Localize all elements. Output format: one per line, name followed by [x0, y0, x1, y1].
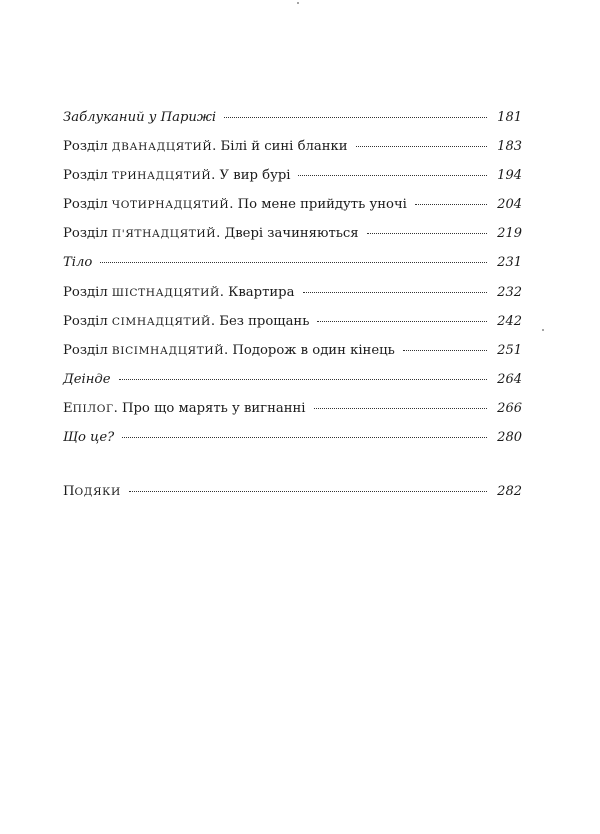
entry-title: Що це?: [63, 430, 115, 446]
entry-title: Заблуканий у Парижі: [63, 110, 217, 125]
toc-entry: [63, 161, 522, 190]
page-number: 219: [497, 226, 522, 242]
entry-title: Розділ П'ЯТНАДЦЯТИЙ. Двері зачиняються: [63, 226, 359, 242]
page-number: 280: [497, 430, 522, 446]
toc-entry: [63, 423, 522, 452]
entry-title: Тіло: [63, 255, 93, 271]
dot-leader: [100, 262, 487, 263]
page-number: 282: [497, 484, 522, 500]
entry-title: Розділ ТРИНАДЦЯТИЙ. У вир бурі: [63, 168, 291, 184]
entry-title: Деінде: [63, 371, 111, 387]
page-number: 181: [497, 110, 522, 125]
entry-title: Розділ ВІСІМНАДЦЯТИЙ. Подорож в один кінець: [63, 342, 395, 358]
toc-entry-acknowledgements: [63, 477, 522, 506]
entry-title: Розділ ДВАНАДЦЯТИЙ. Білі й сині бланки: [63, 139, 348, 155]
page-number: 183: [497, 139, 522, 155]
entry-title: ПОДЯКИ: [63, 484, 121, 500]
entry-title: Розділ ЧОТИРНАДЦЯТИЙ. По мене прийдуть уночі: [63, 197, 407, 213]
scan-mark: [297, 2, 299, 4]
toc-entry: [63, 248, 522, 277]
table-of-contents: [63, 103, 522, 506]
dot-leader: [317, 321, 487, 322]
page-number: 231: [497, 255, 522, 271]
page-number: 266: [497, 400, 522, 416]
dot-leader: [303, 292, 488, 293]
page-number: 264: [497, 371, 522, 387]
dot-leader: [119, 379, 488, 380]
entry-title: Розділ СІМНАДЦЯТИЙ. Без прощань: [63, 313, 310, 329]
dot-leader: [415, 204, 487, 205]
entry-title: Розділ ШІСТНАДЦЯТИЙ. Квартира: [63, 284, 295, 300]
toc-entry: [63, 365, 522, 394]
page-number: 242: [497, 313, 522, 329]
toc-entry: [63, 190, 522, 219]
entry-title: ЕПІЛОГ. Про що марять у вигнанні: [63, 400, 306, 416]
toc-entry: [63, 394, 522, 423]
page-number: 232: [497, 284, 522, 300]
dot-leader: [122, 437, 487, 438]
toc-entry: [63, 132, 522, 161]
page-number: 251: [497, 342, 522, 358]
dot-leader: [224, 117, 487, 118]
page-number: 194: [497, 168, 522, 184]
toc-entry: [63, 219, 522, 248]
scan-mark: [542, 329, 544, 331]
toc-entry: [63, 307, 522, 336]
toc-entry: [63, 103, 522, 132]
toc-entry: [63, 278, 522, 307]
dot-leader: [298, 175, 487, 176]
toc-entry: [63, 336, 522, 365]
dot-leader: [403, 350, 487, 351]
dot-leader: [129, 491, 487, 492]
section-gap: [63, 452, 522, 477]
dot-leader: [367, 233, 488, 234]
dot-leader: [314, 408, 488, 409]
dot-leader: [356, 146, 488, 147]
page-number: 204: [497, 197, 522, 213]
